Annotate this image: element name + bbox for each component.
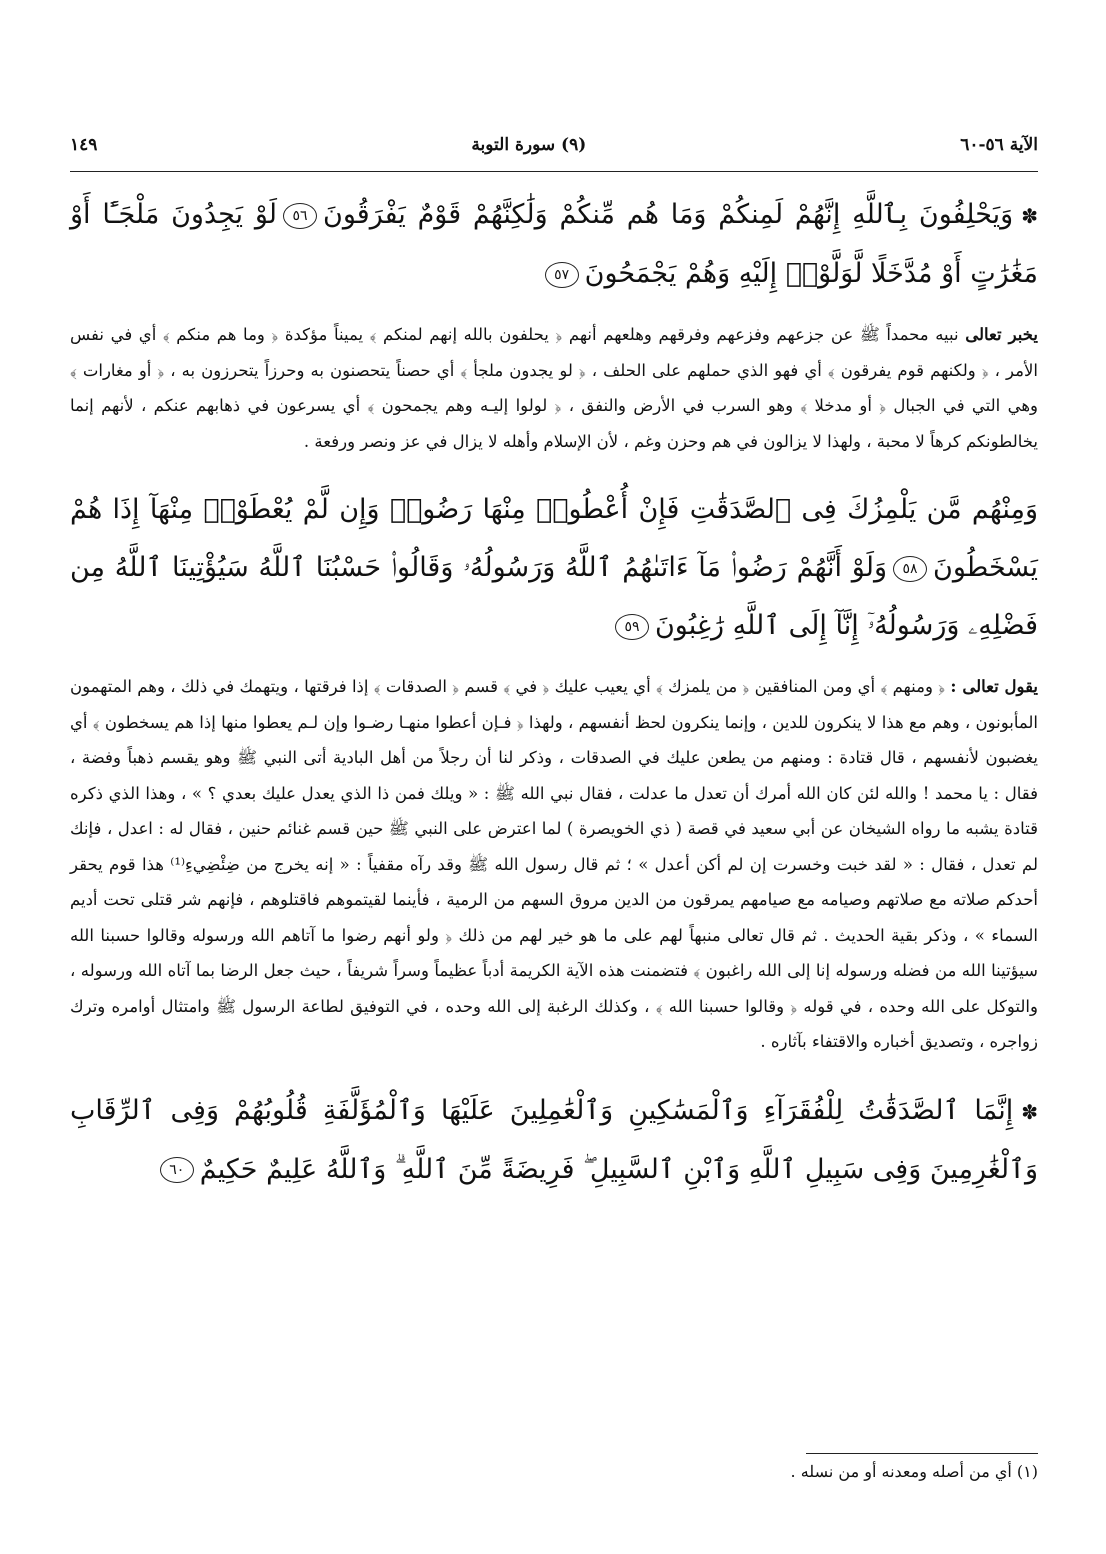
verse-block-2 xyxy=(70,481,1038,655)
verse-text: لَوْ يَجِدُونَ مَلْجَـًٔا أَوْ مَغَٰرَٰتٍ أَوْ مُدَّخَلًا لَّوَلَّوْا۟ إِلَيْهِ وَهُمْ يَجْمَحُونَ xyxy=(70,199,1038,289)
verse-text: إِنَّمَا ٱلصَّدَقَٰتُ لِلْفُقَرَآءِ وَٱلْمَسَٰكِينِ وَٱلْعَٰمِلِينَ عَلَيْهَا وَٱلْمُؤَلَّفَةِ قُلُوبُهُمْ وَفِى ٱلرِّقَابِ وَٱلْغَٰرِمِينَ وَفِى سَبِيلِ ٱللَّهِ وَٱبْنِ ٱلسَّبِيلِ ۖ فَرِيضَةً مِّنَ ٱللَّهِ ۗ وَٱللَّهُ عَلِيمٌ حَكِيمٌ xyxy=(70,1094,1038,1185)
verse-number: ٥٧ xyxy=(545,262,579,288)
tafsir-text: ﴿ ومنهم ﴾ أي ومن المنافقين ﴿ من يلمزك ﴾ أي يعيب عليك ﴿ في ﴾ قسم ﴿ الصدقات ﴾ إذا فرقتها ، ويتهمك في ذلك ، وهم المتهمون المأبونون ، وهم مع هذا لا ينكرون للدين ، وإنما ينكرون لحظ أنفسهم ، ولهذا ﴿ فـإن أعطوا منهـا رضـوا وإن لـم يعطوا منها إذا هم يسخطون ﴾ أي يغضبون لأنفسهم ، قال قتادة : ومنهم من يطعن عليك في الصدقات ، وذكر لنا أن رجلاً من أهل البادية أتى النبي ﷺ وهو يقسم ذهباً وفضة ، فقال : يا محمد ! والله لئن كان الله أمرك أن تعدل ما عدلت ، فقال نبي الله ﷺ : « ويلك فمن ذا الذي يعدل عليك بعدي ؟ » ، وهذا الذي ذكره قتادة يشبه ما رواه الشيخان عن أبي سعيد في قصة ( ذي الخويصرة ) لما اعترض على النبي ﷺ حين قسم غنائم حنين ، فقال له : اعدل ، فإنك لم تعدل ، فقال : « لقد خبت وخسرت إن لم أكن أعدل » ؛ ثم قال رسول الله ﷺ وقد رآه مقفياً : « إنه يخرج من ضِئْضِيءِ⁽¹⁾ هذا قوم يحقر أحدكم صلاته مع صلاتهم وصيامه مع صيامهم يمرقون من الدين مروق السهم من الرمية ، فأينما لقيتموهم فاقتلوهم ، فإنهم شر قتلى تحت أديم السماء » ، وذكر بقية الحديث . ثم قال تعالى منبهاً لهم على ما هو خير لهم من ذلك ﴿ ولو أنهم رضوا ما آتاهم الله ورسوله وقالوا حسبنا الله سيؤتينا الله من فضله ورسوله إنا إلى الله راغبون ﴾ فتضمنت هذه الآية الكريمة أدباً عظيماً وسراً شريفاً ، حيث جعل الرضا بما آتاه الله ورسوله ، والتوكل على الله وحده ، في قوله ﴿ وقالوا حسبنا الله ﴾ ، وكذلك الرغبة إلى الله وحده ، في التوفيق لطاعة الرسول ﷺ وامتثال أوامره وترك زواجره ، وتصديق أخباره والاقتفاء بآثاره . xyxy=(70,677,1038,1051)
footnote-rule xyxy=(806,1453,1038,1454)
surah-title: (٩) سورة التوبة xyxy=(471,135,587,155)
tafsir-text: نبيه محمداً ﷺ عن جزعهم وفزعهم وفرقهم وهلعهم أنهم ﴿ يحلفون بالله إنهم لمنكم ﴾ يميناً مؤكدة ﴿ وما هم منكم ﴾ أي في نفس الأمر ، ﴿ ولكنهم قوم يفرقون ﴾ أي فهو الذي حملهم على الحلف ، ﴿ لو يجدون ملجأ ﴾ أي حصناً يتحصنون به وحرزاً يتحرزون به ، ﴿ أو مغارات ﴾ وهي التي في الجبال ﴿ أو مدخلا ﴾ وهو السرب في الأرض والنفق ، ﴿ لولوا إليـه وهم يجمحون ﴾ أي يسرعون في ذهابهم عنكم ، لأنهم إنما يخالطونكم كرهاً لا محبة ، ولهذا لا يزالون في هم وحزن وغم ، لأن الإسلام وأهله لا يزال في عز ونصر ورفعة . xyxy=(70,325,1038,451)
verse-block-3 xyxy=(70,1082,1038,1199)
verse-range: الآية ٥٦-٦٠ xyxy=(960,135,1038,155)
verse-number: ٥٦ xyxy=(283,203,317,229)
footnote: (١) أي من أصله ومعدنه أو من نسله . xyxy=(790,1462,1038,1481)
section-star: ✽ xyxy=(1021,204,1038,228)
verse-text: وَلَوْ أَنَّهُمْ رَضُوا۟ مَآ ءَاتَىٰهُمُ ٱللَّهُ وَرَسُولُهُۥ وَقَالُوا۟ حَسْبُنَا ٱللَّهُ سَيُؤْتِينَا ٱللَّهُ مِن فَضْلِهِۦ وَرَسُولُهُۥٓ إِنَّآ إِلَى ٱللَّهِ رَٰغِبُونَ xyxy=(70,552,1038,641)
tafsir-paragraph-1 xyxy=(70,317,1038,459)
verse-number: ٥٨ xyxy=(893,556,927,582)
header-rule xyxy=(70,171,1038,172)
verse-number: ٦٠ xyxy=(160,1157,194,1183)
verse-text: وَيَحْلِفُونَ بِٱللَّهِ إِنَّهُمْ لَمِنكُمْ وَمَا هُم مِّنكُمْ وَلَٰكِنَّهُمْ قَوْمٌ يَفْرَقُونَ xyxy=(323,199,1014,230)
section-star: ✽ xyxy=(1021,1099,1038,1124)
tafsir-lead: يخبر تعالى xyxy=(965,325,1038,344)
page-header xyxy=(70,125,1038,165)
tafsir-paragraph-2 xyxy=(70,669,1038,1060)
verse-text: وَمِنْهُم مَّن يَلْمِزُكَ فِى ٱلصَّدَقَٰتِ فَإِنْ أُعْطُوا۟ مِنْهَا رَضُوا۟ وَإِن لَّمْ يُعْطَوْا۟ مِنْهَآ إِذَا هُمْ يَسْخَطُونَ xyxy=(70,494,1038,583)
tafsir-lead: يقول تعالى : xyxy=(950,677,1039,696)
page-content xyxy=(70,125,1038,1213)
verse-block-1 xyxy=(70,186,1038,303)
page-number: ١٤٩ xyxy=(70,135,98,155)
verse-number: ٥٩ xyxy=(615,614,649,640)
